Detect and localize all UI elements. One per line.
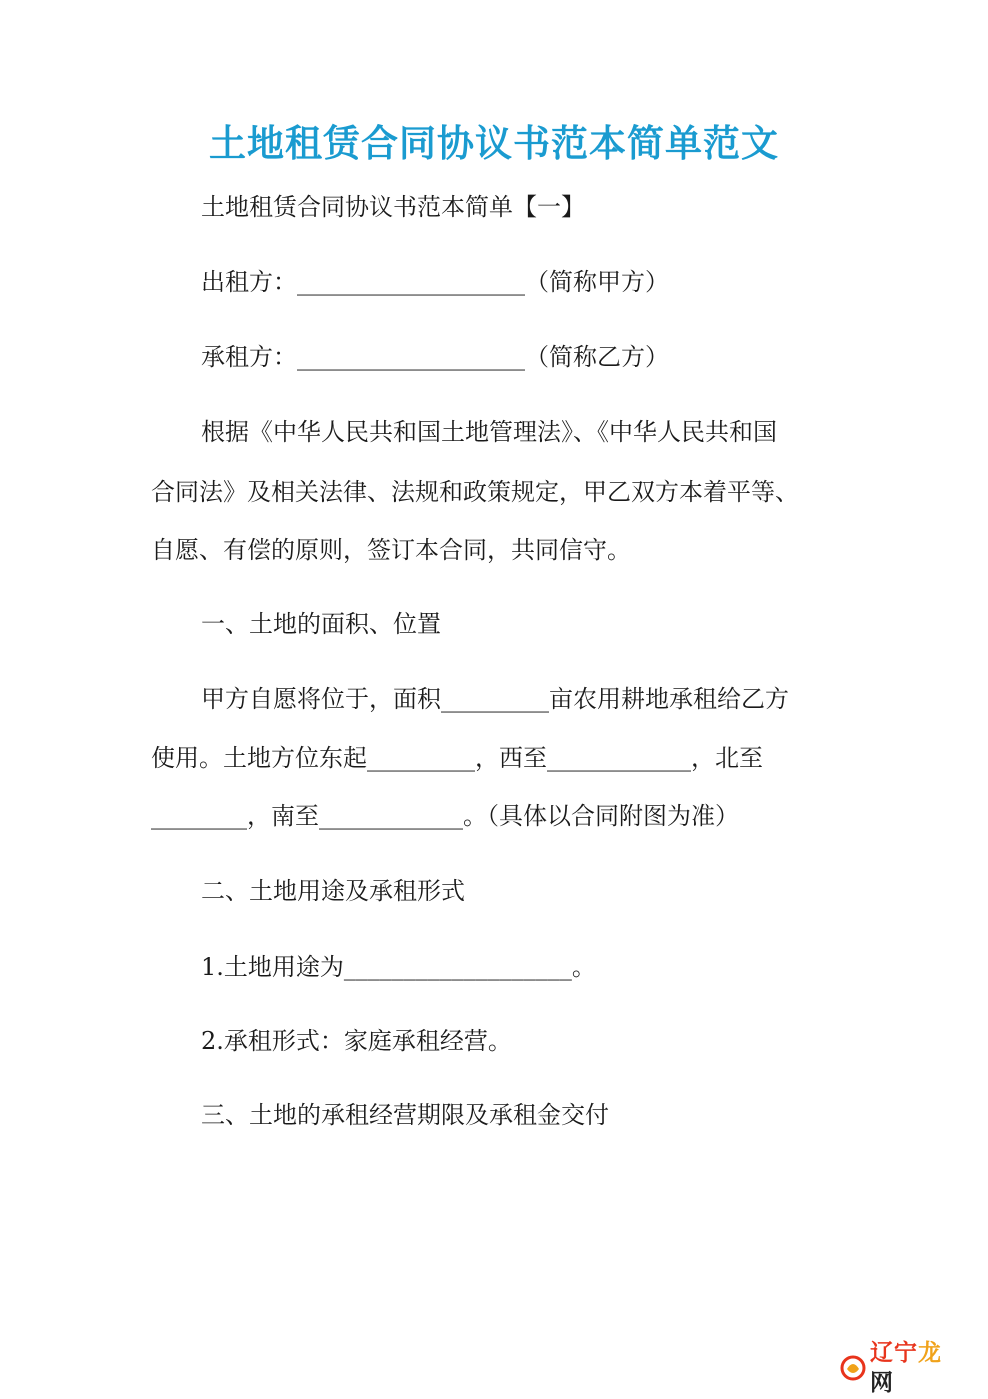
preamble-line-1: 根据《中华人民共和国土地管理法》、《中华人民共和国 <box>201 418 777 446</box>
preamble-line-2: 合同法》及相关法律、法规和政策规定，甲乙双方本着平等、 <box>151 478 799 506</box>
section-1-heading: 一、土地的面积、位置 <box>201 610 441 638</box>
section-1-line-1: 甲方自愿将位于，面积_________亩农用耕地承租给乙方 <box>201 685 789 713</box>
watermark-char-4: 网 <box>870 1370 894 1396</box>
land-use-line: 1.土地用途为___________________。 <box>201 953 596 981</box>
watermark-char-2: 宁 <box>894 1340 918 1366</box>
site-watermark <box>840 1340 958 1396</box>
watermark-char-1: 辽 <box>870 1340 894 1366</box>
watermark-logo-icon <box>840 1355 866 1381</box>
lease-form-line: 2.承租形式：家庭承租经营。 <box>201 1027 512 1055</box>
section-1-line-3: ________，南至____________。（具体以合同附图为准） <box>151 802 739 830</box>
section-3-heading: 三、土地的承租经营期限及承租金交付 <box>201 1101 609 1129</box>
document-title: 土地租赁合同协议书范本简单范文 <box>209 121 779 165</box>
watermark-char-3: 龙 <box>918 1340 942 1366</box>
subtitle-line: 土地租赁合同协议书范本简单【一】 <box>201 193 585 221</box>
lessee-line: 承租方：___________________（简称乙方） <box>201 343 669 371</box>
lessor-line: 出租方：___________________（简称甲方） <box>201 268 669 296</box>
preamble-line-3: 自愿、有偿的原则，签订本合同，共同信守。 <box>151 536 631 564</box>
section-1-line-2: 使用。土地方位东起_________，西至____________，北至 <box>151 744 763 772</box>
section-2-heading: 二、土地用途及承租形式 <box>201 877 465 905</box>
watermark-text <box>870 1338 958 1398</box>
